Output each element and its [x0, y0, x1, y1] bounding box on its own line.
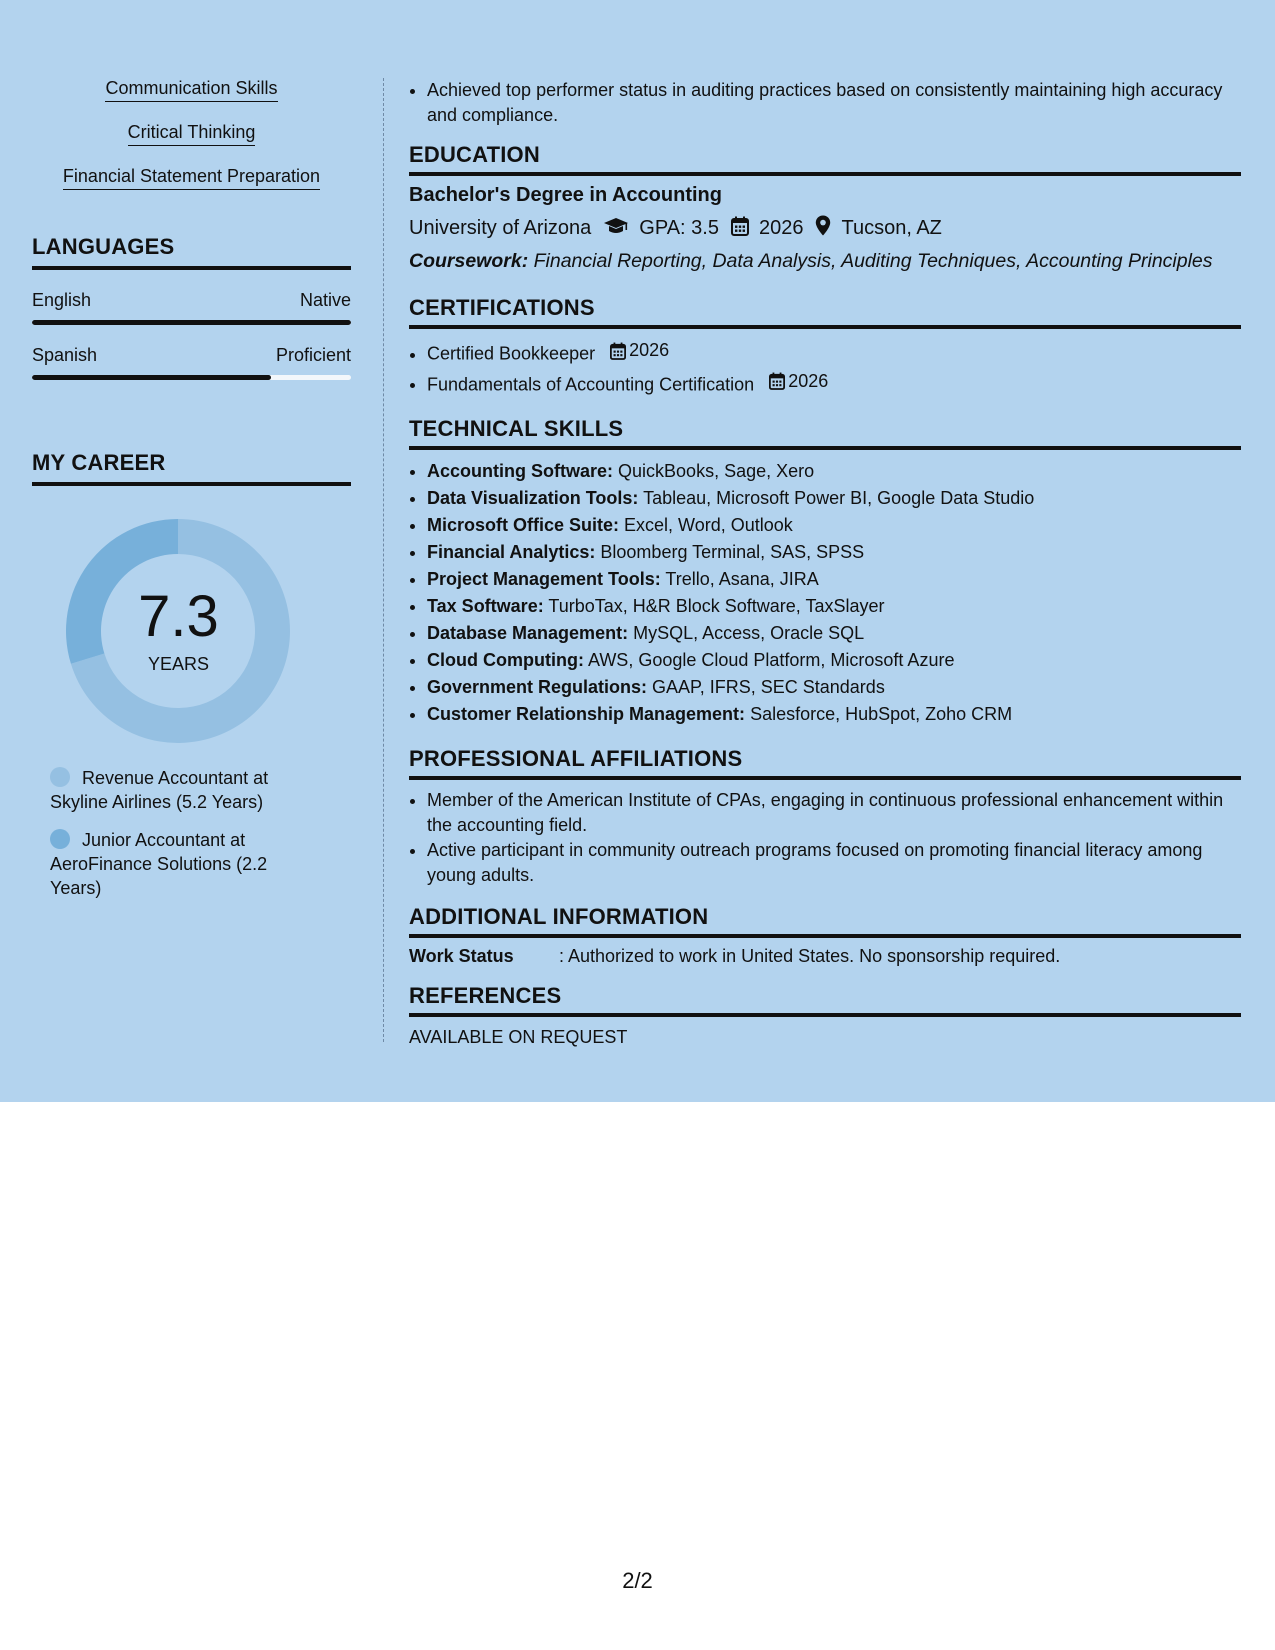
career-legend-item: Revenue Accountant at Skyline Airlines (5.2 Years) — [50, 768, 269, 812]
experience-bullet: • Achieved top performer status in auditing practices based on consistently maintaining high accuracy and compliance. — [427, 78, 1241, 128]
language-level: Proficient — [275, 345, 351, 365]
technical-skill-item: • Customer Relationship Management: Salesforce, HubSpot, Zoho CRM — [427, 701, 1241, 728]
work-status-value: : Authorized to work in United States. No sponsorship required. — [559, 946, 1061, 966]
career-donut-chart — [32, 516, 351, 766]
legend-dot-icon — [50, 829, 70, 849]
technical-skill-item: • Accounting Software: QuickBooks, Sage, Xero — [427, 458, 1241, 485]
work-status-label: Work Status — [409, 946, 514, 966]
education-heading: EDUCATION — [409, 142, 1241, 176]
experience-bullets — [409, 78, 1241, 128]
career-legend-item: Junior Accountant at AeroFinance Solutions (2.2 Years) — [50, 830, 268, 898]
affiliation-item: • Member of the American Institute of CPAs, engaging in continuous professional enhancement within the accounting field. — [427, 788, 1241, 838]
skill-item: Communication Skills — [32, 78, 351, 102]
language-proficiency-fill — [32, 375, 271, 380]
left-column — [32, 78, 351, 914]
school-location: Tucson, AZ — [841, 217, 942, 239]
technical-skill-item: • Government Regulations: GAAP, IFRS, SEC Standards — [427, 674, 1241, 701]
language-name: English — [32, 290, 92, 310]
graduation-year: 2026 — [758, 217, 804, 239]
additional-info-heading: ADDITIONAL INFORMATION — [409, 904, 1241, 938]
coursework: Coursework: Financial Reporting, Data Analysis, Auditing Techniques, Accounting Principles — [409, 250, 1213, 272]
technical-skills-heading: TECHNICAL SKILLS — [409, 416, 1241, 450]
map-pin-icon — [815, 215, 831, 242]
language-item — [32, 345, 351, 380]
skill-item: Critical Thinking — [32, 122, 351, 146]
technical-skills-list — [409, 458, 1241, 728]
technical-skill-item: • Financial Analytics: Bloomberg Terminal, SAS, SPSS — [427, 539, 1241, 566]
certification-item: • Fundamentals of Accounting Certification 2026 — [427, 368, 1241, 399]
graduation-cap-icon — [603, 217, 629, 241]
calendar-icon — [769, 372, 785, 390]
certification-year: 2026 — [788, 370, 829, 391]
work-status-row — [409, 946, 1241, 967]
right-column — [409, 78, 1241, 1048]
school-name: University of Arizona — [409, 217, 592, 239]
affiliations-list — [409, 788, 1241, 888]
language-proficiency-bar — [32, 375, 351, 380]
career-legend — [32, 766, 351, 900]
skill-item: Financial Statement Preparation — [32, 166, 351, 190]
language-item — [32, 290, 351, 325]
page-number: 2/2 — [622, 1568, 653, 1593]
certification-item: • Certified Bookkeeper 2026 — [427, 337, 1241, 368]
career-total-years: 7.3 — [138, 584, 219, 649]
certifications-heading: CERTIFICATIONS — [409, 295, 1241, 329]
affiliations-heading: PROFESSIONAL AFFILIATIONS — [409, 746, 1241, 780]
affiliation-item: • Active participant in community outreach programs focused on promoting financial literacy among young adults. — [427, 838, 1241, 888]
education-meta — [409, 215, 1241, 242]
technical-skill-item: • Cloud Computing: AWS, Google Cloud Platform, Microsoft Azure — [427, 647, 1241, 674]
language-proficiency-bar — [32, 320, 351, 325]
certification-year: 2026 — [629, 340, 670, 360]
language-name: Spanish — [32, 345, 98, 365]
career-heading: MY CAREER — [32, 450, 351, 486]
languages-heading: LANGUAGES — [32, 234, 351, 270]
language-level: Native — [299, 290, 351, 310]
certifications-list — [409, 337, 1241, 398]
technical-skill-item: • Data Visualization Tools: Tableau, Microsoft Power BI, Google Data Studio — [427, 485, 1241, 512]
technical-skill-item: • Database Management: MySQL, Access, Oracle SQL — [427, 620, 1241, 647]
gpa: GPA: 3.5 — [639, 217, 719, 239]
calendar-icon — [731, 216, 749, 242]
column-divider — [383, 78, 384, 1042]
references-heading: REFERENCES — [409, 983, 1241, 1017]
calendar-icon — [610, 342, 626, 360]
degree-title: Bachelor's Degree in Accounting — [409, 184, 722, 206]
technical-skill-item: • Tax Software: TurboTax, H&R Block Software, TaxSlayer — [427, 593, 1241, 620]
technical-skill-item: • Project Management Tools: Trello, Asana, JIRA — [427, 566, 1241, 593]
legend-dot-icon — [50, 767, 70, 787]
language-proficiency-fill — [32, 320, 351, 325]
career-years-unit: YEARS — [147, 654, 210, 674]
references-text: AVAILABLE ON REQUEST — [409, 1027, 628, 1047]
technical-skill-item: • Microsoft Office Suite: Excel, Word, Outlook — [427, 512, 1241, 539]
